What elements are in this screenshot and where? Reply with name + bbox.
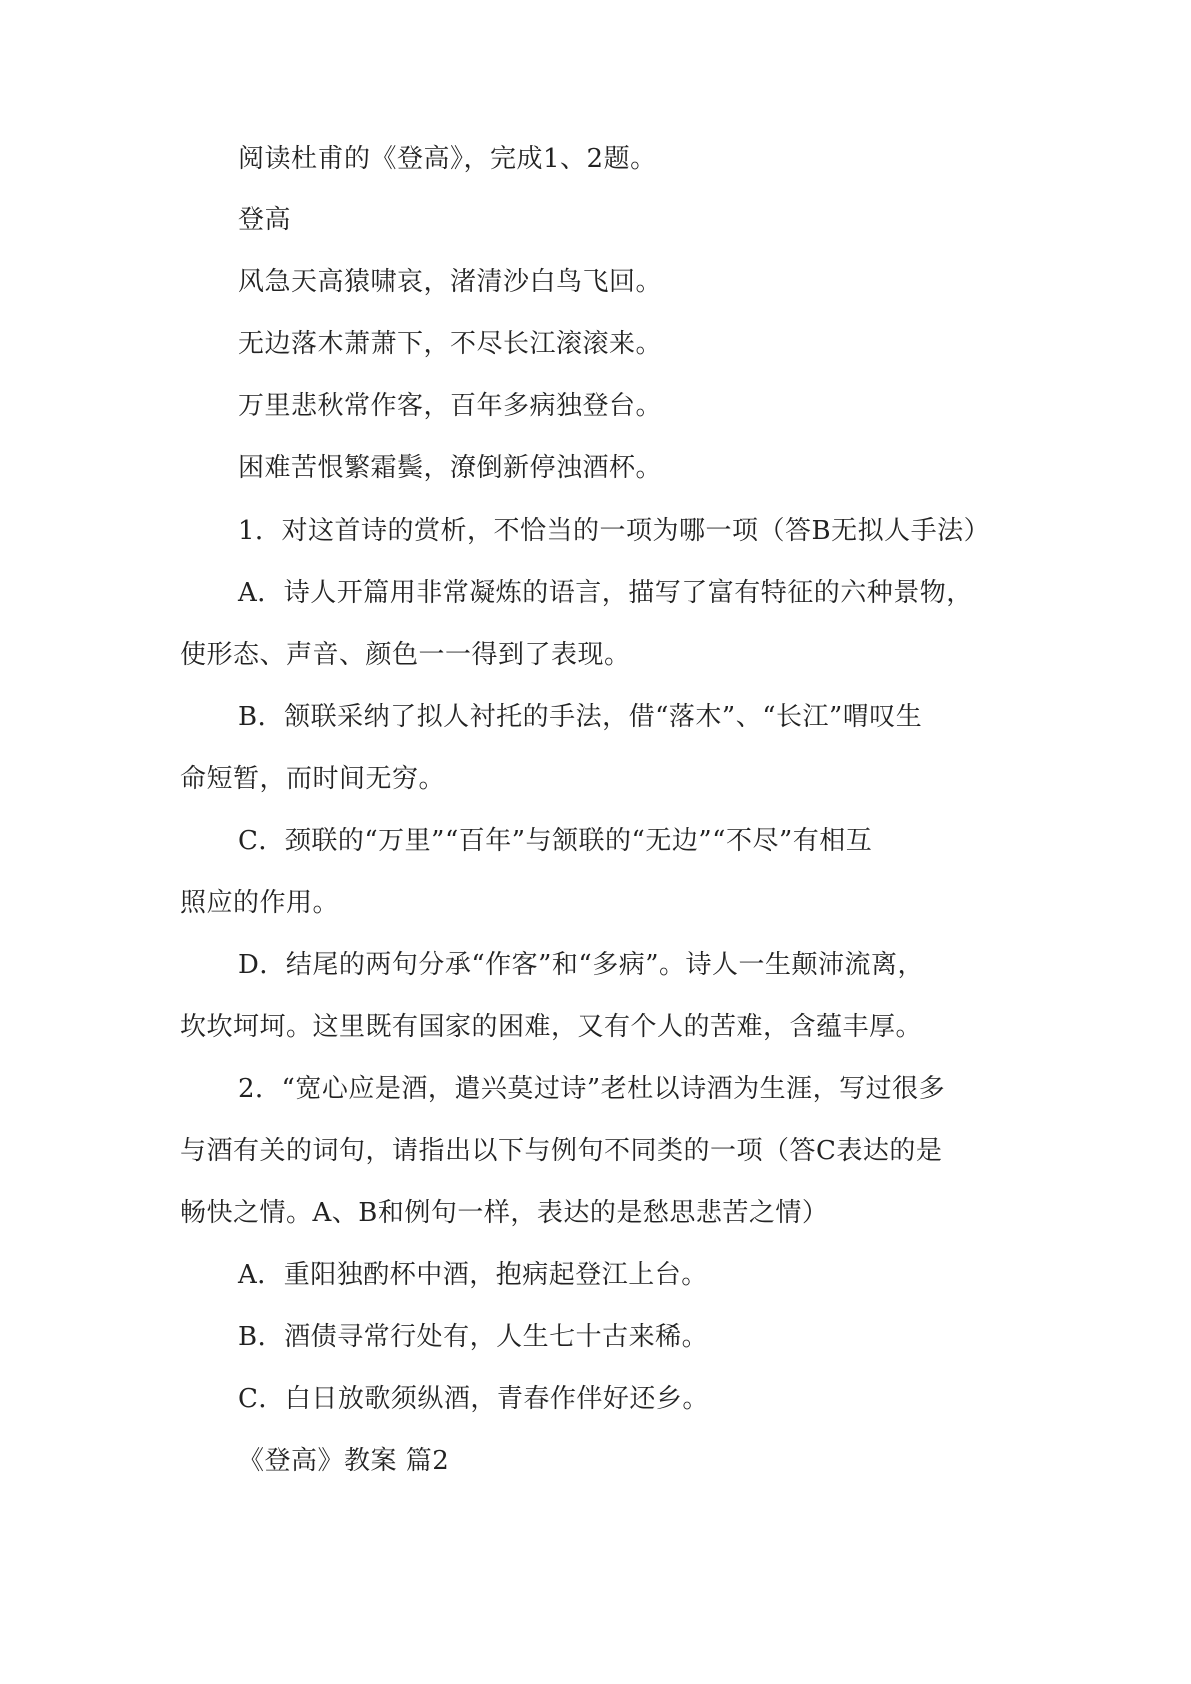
question-2-stem-cont: 与酒有关的词句，请指出以下与例句不同类的一项（答C表达的是: [180, 1136, 943, 1166]
poem-line: 困难苦恨繁霜鬓，潦倒新停浊酒杯。: [238, 453, 663, 483]
question-1-option-c: C．颈联的“万里”“百年”与颔联的“无边”“不尽”有相互: [238, 826, 873, 856]
section-heading: 《登高》教案 篇2: [238, 1446, 450, 1476]
question-1-option-c-cont: 照应的作用。: [180, 888, 340, 918]
poem-line: 万里悲秋常作客，百年多病独登台。: [238, 391, 663, 421]
question-2-stem: 2．“宽心应是酒，遣兴莫过诗”老杜以诗酒为生涯，写过很多: [238, 1074, 946, 1104]
poem-title: 登高: [238, 205, 292, 235]
question-1-option-a-cont: 使形态、声音、颜色一一得到了表现。: [180, 640, 631, 670]
intro-text: 阅读杜甫的《登高》，完成1、2题。: [238, 144, 657, 174]
question-2-option-a: A．重阳独酌杯中酒，抱病起登江上台。: [238, 1260, 708, 1290]
question-1-option-b-cont: 命短暂，而时间无穷。: [180, 764, 446, 794]
question-1-option-a: A．诗人开篇用非常凝炼的语言，描写了富有特征的六种景物，: [238, 578, 973, 608]
question-1-option-d-cont: 坎坎坷坷。这里既有国家的困难，又有个人的苦难，含蕴丰厚。: [180, 1012, 923, 1042]
question-2-option-b: B．酒债寻常行处有，人生七十古来稀。: [238, 1322, 709, 1352]
question-1-option-b: B．颔联采纳了拟人衬托的手法，借“落木”、“长江”喟叹生: [238, 702, 923, 732]
question-1-option-d: D．结尾的两句分承“作客”和“多病”。诗人一生颠沛流离，: [238, 950, 925, 980]
poem-line: 风急天高猿啸哀，渚清沙白鸟飞回。: [238, 267, 663, 297]
poem-line: 无边落木萧萧下，不尽长江滚滚来。: [238, 329, 663, 359]
question-1-stem: 1．对这首诗的赏析，不恰当的一项为哪一项（答B无拟人手法）: [238, 516, 991, 546]
question-2-stem-cont: 畅快之情。A、B和例句一样，表达的是愁思悲苦之情）: [180, 1198, 829, 1228]
question-2-option-c: C．白日放歌须纵酒，青春作伴好还乡。: [238, 1384, 709, 1414]
